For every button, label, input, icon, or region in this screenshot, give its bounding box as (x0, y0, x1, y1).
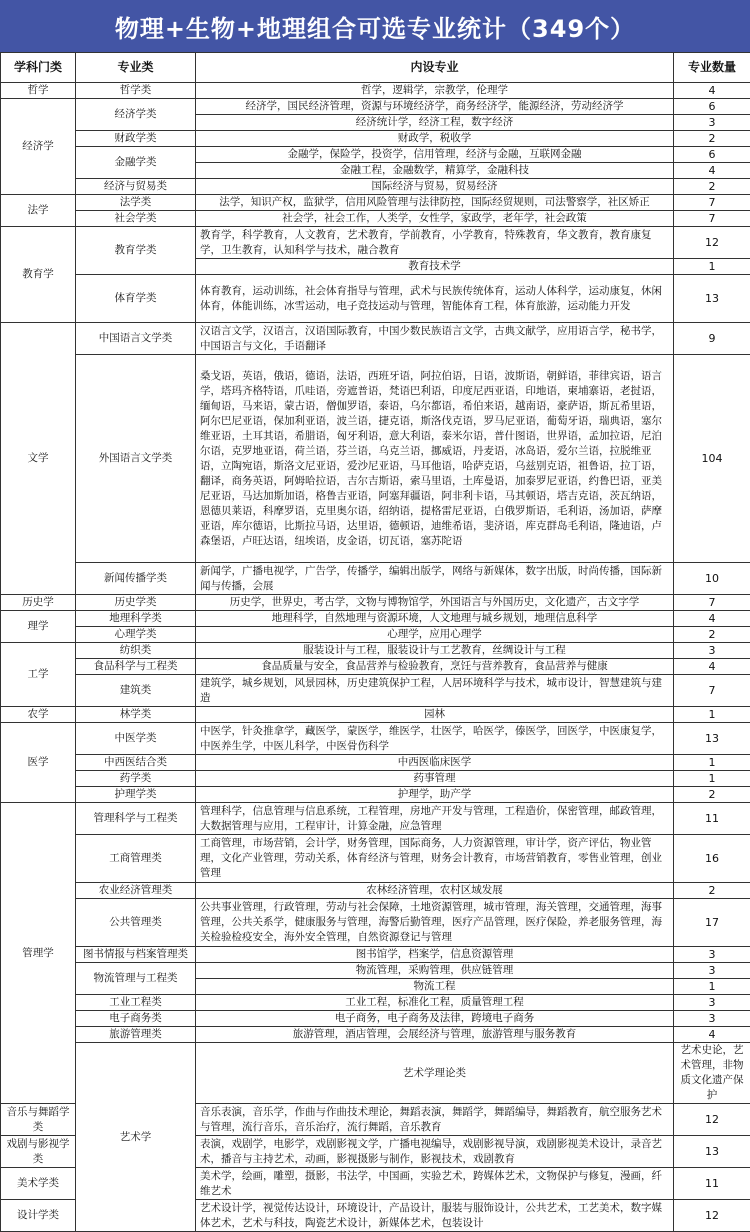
majors-cell: 教育技术学 (196, 259, 674, 275)
header-category: 学科门类 (1, 53, 76, 83)
discipline-category-cell: 艺术学 (76, 1043, 196, 1232)
majors-cell: 金融学，保险学，投资学，信用管理，经济与金融，互联网金融 (196, 147, 674, 163)
major-class-cell: 历史学类 (76, 595, 196, 611)
majors-cell: 金融工程，金融数学，精算学，金融科技 (196, 163, 674, 179)
table-row (1, 627, 750, 643)
major-class-cell: 旅游管理类 (76, 1027, 196, 1043)
majors-cell: 电子商务，电子商务及法律，跨境电子商务 (196, 1011, 674, 1027)
table-row (1, 723, 750, 755)
major-class-cell: 音乐与舞蹈学类 (1, 1104, 76, 1136)
discipline-category-cell: 法学 (1, 195, 76, 227)
majors-cell: 工商管理，市场营销，会计学，财务管理，国际商务，人力资源管理，审计学，资产评估，物业管理，文化产业管理，劳动关系，体育经济与管理，财务会计教育，市场营销教育，零售业管理，创业管理 (196, 835, 674, 883)
majors-cell: 工业工程，标准化工程，质量管理工程 (196, 995, 674, 1011)
major-count-cell: 17 (674, 899, 750, 947)
majors-cell: 历史学，世界史，考古学，文物与博物馆学，外国语言与外国历史，文化遗产，古文字学 (196, 595, 674, 611)
majors-table (0, 52, 750, 1232)
major-class-cell: 财政学类 (76, 131, 196, 147)
majors-cell: 服装设计与工程，服装设计与工艺教育，丝绸设计与工程 (196, 643, 674, 659)
majors-cell: 经济学，国民经济管理，资源与环境经济学，商务经济学，能源经济，劳动经济学 (196, 99, 674, 115)
major-count-cell: 4 (674, 659, 750, 675)
major-class-cell: 中医学类 (76, 723, 196, 755)
table-row (1, 323, 750, 355)
majors-cell: 图书馆学，档案学，信息资源管理 (196, 947, 674, 963)
major-count-cell: 2 (674, 179, 750, 195)
table-row (1, 275, 750, 323)
majors-cell: 艺术设计学，视觉传达设计，环境设计，产品设计，服装与服饰设计，公共艺术，工艺美术，数字媒体艺术，艺术与科技，陶瓷艺术设计，新媒体艺术，包装设计 (196, 1200, 674, 1232)
major-count-cell: 1 (674, 707, 750, 723)
major-count-cell: 6 (674, 99, 750, 115)
major-class-cell: 经济与贸易类 (76, 179, 196, 195)
major-count-cell: 1 (674, 979, 750, 995)
discipline-category-cell: 理学 (1, 611, 76, 643)
majors-cell: 食品质量与安全，食品营养与检验教育，烹饪与营养教育，食品营养与健康 (196, 659, 674, 675)
majors-cell: 药事管理 (196, 771, 674, 787)
major-class-cell: 工业工程类 (76, 995, 196, 1011)
discipline-category-cell: 教育学 (1, 227, 76, 323)
header-majors: 内设专业 (196, 53, 674, 83)
discipline-category-cell: 工学 (1, 643, 76, 707)
major-count-cell: 4 (674, 163, 750, 179)
major-class-cell: 物流管理与工程类 (76, 963, 196, 995)
majors-cell: 表演，戏剧学，电影学，戏剧影视文学，广播电视编导，戏剧影视导演，戏剧影视美术设计，录音艺术，播音与主持艺术，动画，影视摄影与制作，影视技术，戏剧教育 (196, 1136, 674, 1168)
majors-cell: 教育学，科学教育，人文教育，艺术教育，学前教育，小学教育，特殊教育，华文教育，教育康复学，卫生教育，认知科学与技术，融合教育 (196, 227, 674, 259)
majors-cell: 桑戈语，英语，俄语，德语，法语，西班牙语，阿拉伯语，日语，波斯语，朝鲜语，菲律宾语，语言学，塔玛齐格特语，爪哇语，旁遮普语，梵语巴利语，印度尼西亚语，印地语，柬埔寨语，老挝语，缅甸语，马来语，蒙古语，僧伽罗语，泰语，乌尔都语，希伯来语，越南语，豪萨语，斯瓦希里语，阿尔巴尼亚语，保加利亚语，波兰语，捷克语，斯洛伐克语，罗马尼亚语，葡萄牙语，瑞典语，塞尔维亚语，土耳其语，希腊语，匈牙利语，意大利语，泰米尔语，普什图语，世界语，孟加拉语，尼泊尔语，克罗地亚语，荷兰语，芬兰语，乌克兰语，挪威语，丹麦语，冰岛语，爱尔兰语，拉脱维亚语，立陶宛语，斯洛文尼亚语，爱沙尼亚语，马耳他语，哈萨克语，乌兹别克语，祖鲁语，拉丁语，翻译，商务英语，阿姆哈拉语，吉尔吉斯语，索马里语，土库曼语，加泰罗尼亚语，约鲁巴语，亚美尼亚语，马达加斯加语，格鲁吉亚语，阿塞拜疆语，阿非利卡语，马其顿语，塔吉克语，茨瓦纳语，恩德贝莱语，科摩罗语，克里奥尔语，绍纳语，提格雷尼亚语，白俄罗斯语，毛利语，汤加语，萨摩亚语，库尔德语，比斯拉马语，达里语，德顿语，迪维希语，斐济语，库克群岛毛利语，隆迪语，卢森堡语，卢旺达语，纽埃语，皮金语，切瓦语，塞苏陀语 (196, 355, 674, 563)
table-row (1, 131, 750, 147)
major-class-cell: 中国语言文学类 (76, 323, 196, 355)
major-class-cell: 社会学类 (76, 211, 196, 227)
major-count-cell: 1 (674, 259, 750, 275)
majors-cell: 护理学，助产学 (196, 787, 674, 803)
majors-cell: 经济统计学，经济工程，数字经济 (196, 115, 674, 131)
major-class-cell: 工商管理类 (76, 835, 196, 883)
majors-cell: 物流管理，采购管理，供应链管理 (196, 963, 674, 979)
major-class-cell: 农业经济管理类 (76, 883, 196, 899)
header-row (1, 53, 750, 83)
table-row (1, 147, 750, 163)
discipline-category-cell: 管理学 (1, 803, 76, 1104)
major-count-cell: 1 (674, 755, 750, 771)
table-row (1, 179, 750, 195)
table-row (1, 771, 750, 787)
major-count-cell: 13 (674, 723, 750, 755)
table-row (1, 707, 750, 723)
major-class-cell: 林学类 (76, 707, 196, 723)
major-count-cell: 2 (674, 627, 750, 643)
page-title: 物理+生物+地理组合可选专业统计（349个） (115, 9, 635, 44)
table-row (1, 1043, 750, 1104)
major-count-cell: 7 (674, 595, 750, 611)
major-count-cell: 16 (674, 835, 750, 883)
majors-cell: 建筑学，城乡规划，风景园林，历史建筑保护工程，人居环境科学与技术，城市设计，智慧建筑与建造 (196, 675, 674, 707)
table-row (1, 99, 750, 115)
table-row (1, 83, 750, 99)
major-count-cell: 2 (674, 131, 750, 147)
major-class-cell: 公共管理类 (76, 899, 196, 947)
table-row (1, 963, 750, 979)
page-title-bar (0, 0, 750, 52)
majors-cell: 中医学，针灸推拿学，藏医学，蒙医学，维医学，壮医学，哈医学，傣医学，回医学，中医康复学，中医养生学，中医儿科学，中医骨伤科学 (196, 723, 674, 755)
major-count-cell: 11 (674, 1168, 750, 1200)
major-count-cell: 3 (674, 1011, 750, 1027)
major-count-cell: 12 (674, 227, 750, 259)
table-row (1, 595, 750, 611)
major-class-cell: 艺术学理论类 (196, 1043, 674, 1104)
majors-cell: 中西医临床医学 (196, 755, 674, 771)
table-row (1, 835, 750, 883)
header-class: 专业类 (76, 53, 196, 83)
discipline-category-cell: 医学 (1, 723, 76, 803)
major-count-cell: 104 (674, 355, 750, 563)
discipline-category-cell: 农学 (1, 707, 76, 723)
major-count-cell: 2 (674, 883, 750, 899)
major-count-cell: 7 (674, 675, 750, 707)
majors-cell: 管理科学，信息管理与信息系统，工程管理，房地产开发与管理，工程造价，保密管理，邮政管理，大数据管理与应用，工程审计，计算金融，应急管理 (196, 803, 674, 835)
major-class-cell: 纺织类 (76, 643, 196, 659)
majors-cell: 音乐表演，音乐学，作曲与作曲技术理论，舞蹈表演，舞蹈学，舞蹈编导，舞蹈教育，航空服务艺术与管理，流行音乐，音乐治疗，流行舞蹈，音乐教育 (196, 1104, 674, 1136)
majors-cell: 美术学，绘画，雕塑，摄影，书法学，中国画，实验艺术，跨媒体艺术，文物保护与修复，漫画，纤维艺术 (196, 1168, 674, 1200)
majors-cell: 社会学，社会工作，人类学，女性学，家政学，老年学，社会政策 (196, 211, 674, 227)
major-count-cell: 9 (674, 323, 750, 355)
majors-cell: 旅游管理，酒店管理，会展经济与管理，旅游管理与服务教育 (196, 1027, 674, 1043)
table-row (1, 787, 750, 803)
major-class-cell: 图书情报与档案管理类 (76, 947, 196, 963)
major-class-cell: 电子商务类 (76, 1011, 196, 1027)
major-count-cell: 4 (674, 1027, 750, 1043)
majors-cell: 法学，知识产权，监狱学，信用风险管理与法律防控，国际经贸规则，司法警察学，社区矫正 (196, 195, 674, 211)
majors-cell: 农林经济管理，农村区域发展 (196, 883, 674, 899)
major-class-cell: 地理科学类 (76, 611, 196, 627)
table-body (1, 83, 750, 1232)
major-count-cell: 3 (674, 995, 750, 1011)
majors-cell: 心理学，应用心理学 (196, 627, 674, 643)
table-row (1, 1027, 750, 1043)
table-row (1, 947, 750, 963)
major-count-cell: 2 (674, 787, 750, 803)
major-class-cell: 药学类 (76, 771, 196, 787)
majors-cell: 国际经济与贸易，贸易经济 (196, 179, 674, 195)
major-class-cell: 心理学类 (76, 627, 196, 643)
discipline-category-cell: 文学 (1, 323, 76, 595)
table-row (1, 883, 750, 899)
table-row (1, 659, 750, 675)
major-class-cell: 哲学类 (76, 83, 196, 99)
table-row (1, 227, 750, 259)
header-count: 专业数量 (674, 53, 750, 83)
major-count-cell: 7 (674, 195, 750, 211)
table-row (1, 643, 750, 659)
majors-cell: 新闻学，广播电视学，广告学，传播学，编辑出版学，网络与新媒体，数字出版，时尚传播，国际新闻与传播，会展 (196, 563, 674, 595)
majors-cell: 物流工程 (196, 979, 674, 995)
major-class-cell: 经济学类 (76, 99, 196, 131)
table-row (1, 803, 750, 835)
major-count-cell: 11 (674, 803, 750, 835)
major-count-cell: 3 (674, 947, 750, 963)
table-row (1, 611, 750, 627)
majors-cell: 财政学，税收学 (196, 131, 674, 147)
major-class-cell: 教育学类 (76, 227, 196, 275)
major-class-cell: 设计学类 (1, 1200, 76, 1232)
table-row (1, 675, 750, 707)
major-class-cell: 食品科学与工程类 (76, 659, 196, 675)
major-class-cell: 法学类 (76, 195, 196, 211)
table-row (1, 755, 750, 771)
major-count-cell: 4 (674, 83, 750, 99)
majors-cell: 艺术史论，艺术管理，非物质文化遗产保护 (674, 1043, 750, 1104)
majors-cell: 公共事业管理，行政管理，劳动与社会保障，土地资源管理，城市管理，海关管理，交通管理，海事管理，公共关系学，健康服务与管理，海警后勤管理，医疗产品管理，医疗保险，养老服务管理，海关检验检疫安全，海外安全管理，自然资源登记与管理 (196, 899, 674, 947)
major-count-cell: 6 (674, 147, 750, 163)
discipline-category-cell: 历史学 (1, 595, 76, 611)
major-class-cell: 外国语言文学类 (76, 355, 196, 563)
major-count-cell: 1 (674, 771, 750, 787)
table-row (1, 211, 750, 227)
major-class-cell: 美术学类 (1, 1168, 76, 1200)
major-count-cell: 13 (674, 1136, 750, 1168)
major-count-cell: 12 (674, 1104, 750, 1136)
discipline-category-cell: 经济学 (1, 99, 76, 195)
discipline-category-cell: 哲学 (1, 83, 76, 99)
major-class-cell: 新闻传播学类 (76, 563, 196, 595)
majors-cell: 汉语言文学，汉语言，汉语国际教育，中国少数民族语言文学，古典文献学，应用语言学，秘书学，中国语言与文化，手语翻译 (196, 323, 674, 355)
table-row (1, 195, 750, 211)
majors-cell: 体育教育，运动训练，社会体育指导与管理，武术与民族传统体育，运动人体科学，运动康复，休闲体育，体能训练，冰雪运动，电子竞技运动与管理，智能体育工程，体育旅游，运动能力开发 (196, 275, 674, 323)
table-row (1, 1011, 750, 1027)
table-row (1, 563, 750, 595)
major-class-cell: 建筑类 (76, 675, 196, 707)
major-count-cell: 7 (674, 211, 750, 227)
major-count-cell: 13 (674, 275, 750, 323)
table-row (1, 355, 750, 563)
majors-cell: 园林 (196, 707, 674, 723)
major-count-cell: 3 (674, 963, 750, 979)
table-row (1, 995, 750, 1011)
major-class-cell: 管理科学与工程类 (76, 803, 196, 835)
major-class-cell: 护理学类 (76, 787, 196, 803)
major-count-cell: 10 (674, 563, 750, 595)
major-class-cell: 中西医结合类 (76, 755, 196, 771)
table-row (1, 899, 750, 947)
majors-cell: 哲学，逻辑学，宗教学，伦理学 (196, 83, 674, 99)
major-class-cell: 戏剧与影视学类 (1, 1136, 76, 1168)
major-class-cell: 体育学类 (76, 275, 196, 323)
major-count-cell: 4 (674, 611, 750, 627)
major-count-cell: 3 (674, 643, 750, 659)
majors-cell: 地理科学，自然地理与资源环境，人文地理与城乡规划，地理信息科学 (196, 611, 674, 627)
major-count-cell: 3 (674, 115, 750, 131)
major-class-cell: 金融学类 (76, 147, 196, 179)
major-count-cell: 12 (674, 1200, 750, 1232)
